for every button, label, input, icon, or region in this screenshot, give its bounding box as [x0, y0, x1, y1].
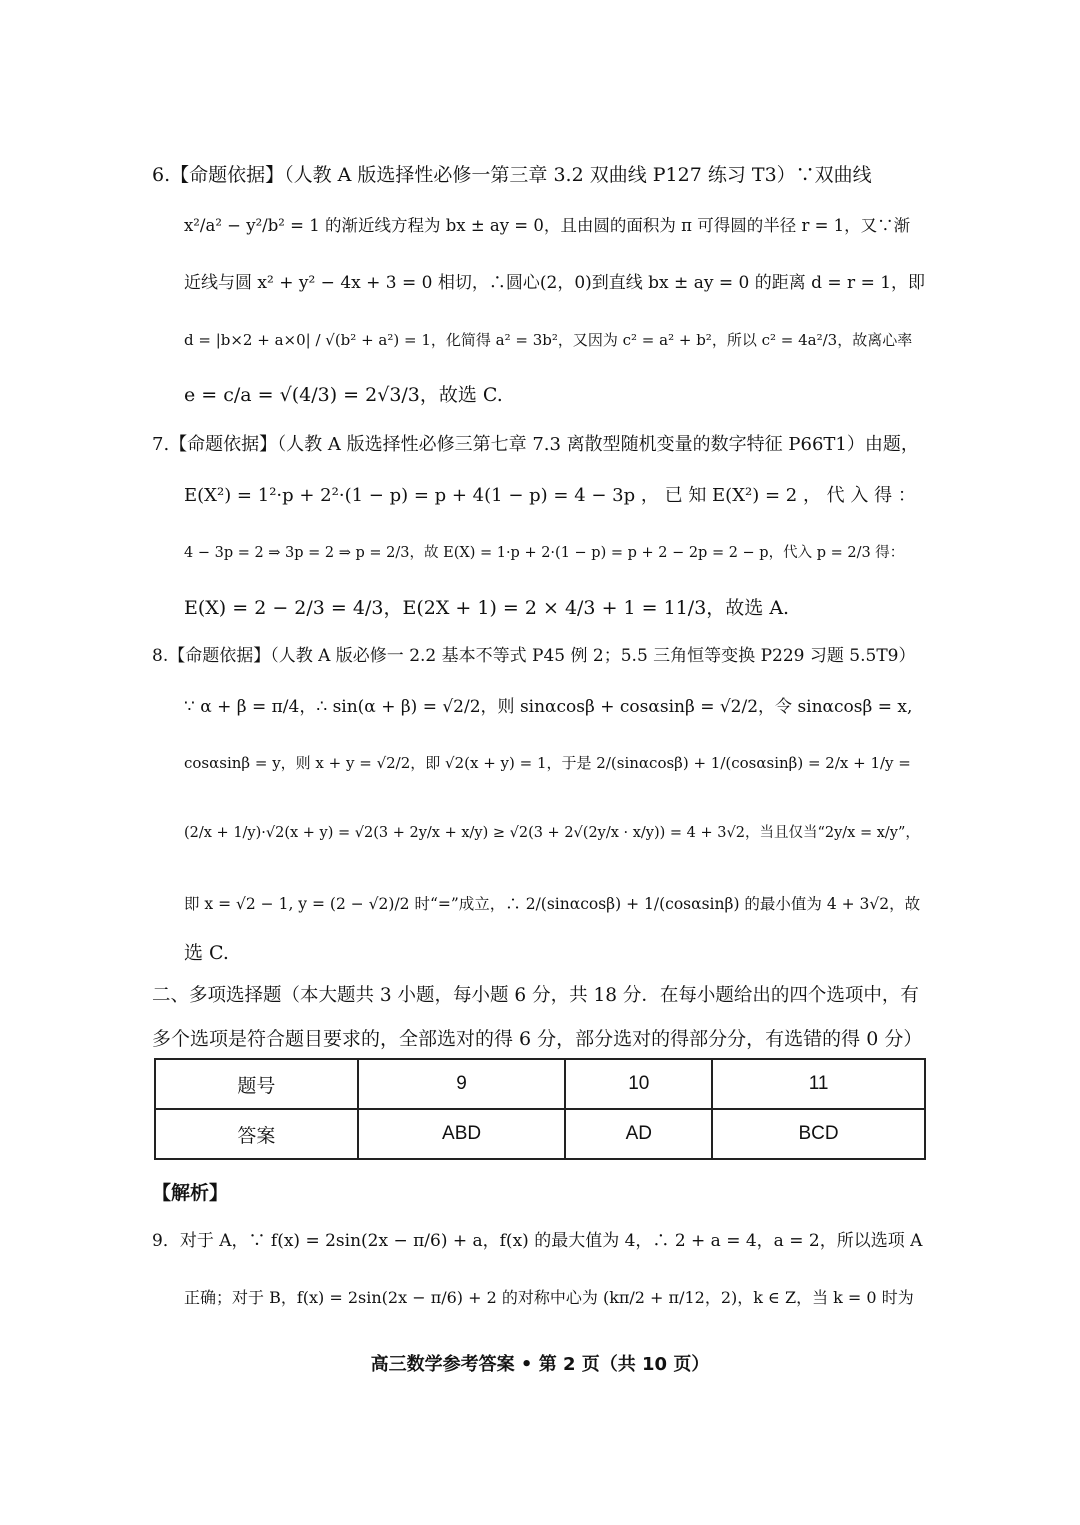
- q8-line-2: ∵ α + β = π/4，∴ sin(α + β) = √2/2，则 sinαcosβ + cosαsinβ = √2/2，令 sinαcosβ = x,: [184, 697, 913, 717]
- q7-line-3: 4 − 3p = 2 ⇒ 3p = 2 ⇒ p = 2/3，故 E(X) = 1·p + 2·(1 − p) = p + 2 − 2p = 2 − p，代入 p = 2/3 得：: [184, 545, 905, 561]
- q8-line-3: cosαsinβ = y，则 x + y = √2/2，即 √2(x + y) = 1，于是 2/(sinαcosβ) + 1/(cosαsinβ) = 2/x + 1/y =: [184, 754, 911, 772]
- q7-line-4: E(X) = 2 − 2/3 = 4/3，E(2X + 1) = 2 × 4/3 + 1 = 11/3，故选 A.: [184, 597, 790, 619]
- q6-line-2: x²/a² − y²/b² = 1 的渐近线方程为 bx ± ay = 0，且由圆的面积为 π 可得圆的半径 r = 1，又∵渐: [184, 216, 911, 235]
- table-header-answer: 答案: [155, 1109, 358, 1159]
- q9-line-2: 正确；对于 B，f(x) = 2sin(2x − π/6) + 2 的对称中心为 (kπ/2 + π/12，2)，k ∈ Z，当 k = 0 时为: [184, 1288, 914, 1307]
- page-footer: 高三数学参考答案 • 第 2 页（共 10 页）: [370, 1354, 710, 1375]
- table-cell-number-10: 10: [565, 1059, 712, 1109]
- q7-line-2: E(X²) = 1²·p + 2²·(1 − p) = p + 4(1 − p) = 4 − 3p ， 已 知 E(X²) = 2 ， 代 入 得 ：: [184, 485, 916, 506]
- q6-line-3: 近线与圆 x² + y² − 4x + 3 = 0 相切，∴圆心(2，0)到直线 bx ± ay = 0 的距离 d = r = 1，即: [184, 273, 926, 293]
- section2-line-2: 多个选项是符合题目要求的，全部选对的得 6 分，部分选对的得部分分，有选错的得 0 分）: [152, 1028, 923, 1050]
- table-header-number: 题号: [155, 1059, 358, 1109]
- section2-line-1: 二、多项选择题（本大题共 3 小题，每小题 6 分，共 18 分．在每小题给出的四个选项中，有: [152, 985, 919, 1006]
- q6-line-5: e = c/a = √(4/3) = 2√3/3，故选 C.: [184, 384, 503, 406]
- table-cell-answer-9: ABD: [358, 1109, 566, 1159]
- table-row-numbers: [155, 1059, 925, 1109]
- table-cell-number-9: 9: [358, 1059, 566, 1109]
- table-cell-number-11: 11: [712, 1059, 925, 1109]
- table-cell-answer-10: AD: [565, 1109, 712, 1159]
- q9-line-1: 9．对于 A，∵ f(x) = 2sin(2x − π/6) + a，f(x) 的最大值为 4，∴ 2 + a = 4，a = 2，所以选项 A: [152, 1231, 923, 1251]
- q8-line-6: 选 C.: [184, 942, 229, 964]
- table-row-answers: [155, 1109, 925, 1159]
- q8-line-4: (2/x + 1/y)·√2(x + y) = √2(3 + 2y/x + x/y) ≥ √2(3 + 2√(2y/x · x/y)) = 4 + 3√2，当且仅当“2y/x = x/y”，: [184, 825, 920, 841]
- q7-line-1: 7.【命题依据】（人教 A 版选择性必修三第七章 7.3 离散型随机变量的数字特征 P66T1）由题，: [152, 434, 919, 455]
- analysis-heading: 【解析】: [152, 1182, 229, 1204]
- q6-line-1: 6.【命题依据】（人教 A 版选择性必修一第三章 3.2 双曲线 P127 练习 T3）∵双曲线: [152, 164, 872, 186]
- q6-line-4: d = |b×2 + a×0| / √(b² + a²) = 1，化简得 a² = 3b²，又因为 c² = a² + b²，所以 c² = 4a²/3，故离心率: [184, 331, 913, 349]
- q8-line-1: 8.【命题依据】（人教 A 版必修一 2.2 基本不等式 P45 例 2；5.5 三角恒等变换 P229 习题 5.5T9）: [152, 646, 916, 666]
- table-cell-answer-11: BCD: [712, 1109, 925, 1159]
- q8-line-5: 即 x = √2 − 1, y = (2 − √2)/2 时“=”成立，∴ 2/(sinαcosβ) + 1/(cosαsinβ) 的最小值为 4 + 3√2，故: [184, 895, 921, 913]
- answer-table: [154, 1058, 926, 1160]
